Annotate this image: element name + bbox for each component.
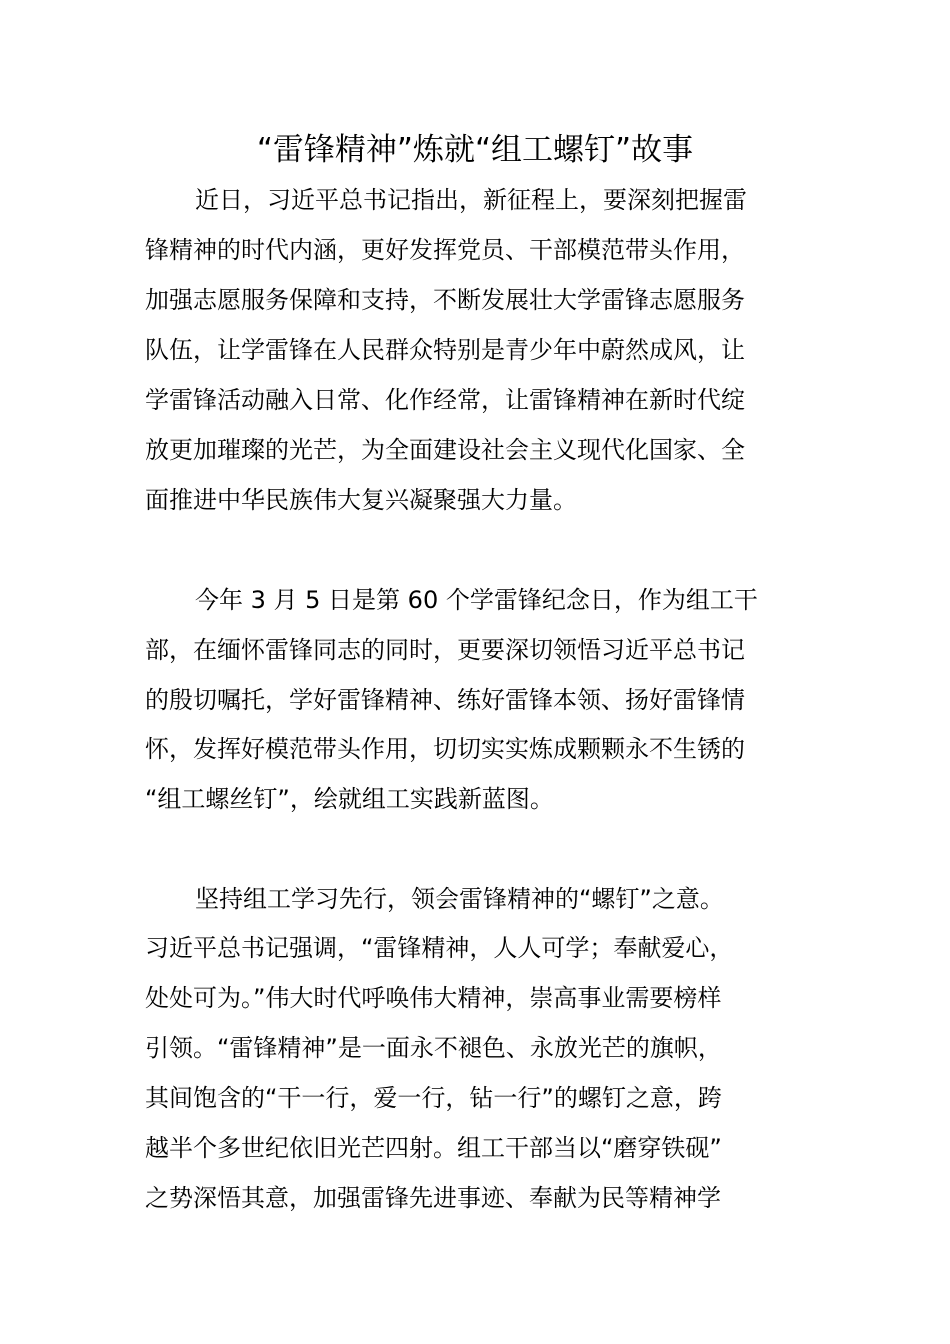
paragraph-line: 队伍，让学雷锋在人民群众特别是青少年中蔚然成风，让 (145, 336, 745, 364)
paragraph-line: 加强志愿服务保障和支持，不断发展壮大学雷锋志愿服务 (145, 286, 745, 314)
paragraph-line: 越半个多世纪依旧光芒四射。组工干部当以“磨穿铁砚” (145, 1134, 722, 1162)
paragraph-line: 处处可为。”伟大时代呼唤伟大精神，崇高事业需要榜样 (145, 984, 722, 1012)
paragraph-line: 部，在缅怀雷锋同志的同时，更要深切领悟习近平总书记 (145, 636, 745, 664)
paragraph-line: 面推进中华民族伟大复兴凝聚强大力量。 (145, 486, 577, 514)
document-title: “雷锋精神”炼就“组工螺钉”故事 (256, 132, 694, 168)
paragraph-line: 学雷锋活动融入日常、化作经常，让雷锋精神在新时代绽 (145, 386, 745, 414)
paragraph-line: 近日，习近平总书记指出，新征程上，要深刻把握雷 (195, 186, 747, 214)
paragraph-line: 习近平总书记强调，“雷锋精神，人人可学；奉献爱心， (145, 934, 734, 962)
paragraph-line: 引领。“雷锋精神”是一面永不褪色、永放光芒的旗帜， (145, 1034, 722, 1062)
paragraph-line: 锋精神的时代内涵，更好发挥党员、干部模范带头作用， (145, 236, 745, 264)
paragraph-line: 今年 3 月 5 日是第 60 个学雷锋纪念日，作为组工干 (195, 586, 758, 614)
paragraph-line: 之势深悟其意，加强雷锋先进事迹、奉献为民等精神学 (145, 1184, 721, 1212)
paragraph-line: 怀，发挥好模范带头作用，切切实实炼成颗颗永不生锈的 (145, 735, 745, 763)
paragraph-line: 放更加璀璨的光芒，为全面建设社会主义现代化国家、全 (145, 436, 745, 464)
paragraph-line: 坚持组工学习先行，领会雷锋精神的“螺钉”之意。 (195, 885, 724, 913)
paragraph-line: “组工螺丝钉”，绘就组工实践新蓝图。 (145, 785, 554, 813)
paragraph-line: 其间饱含的“干一行，爱一行，钻一行”的螺钉之意，跨 (145, 1084, 722, 1112)
paragraph-line: 的殷切嘱托，学好雷锋精神、练好雷锋本领、扬好雷锋情 (145, 686, 745, 714)
